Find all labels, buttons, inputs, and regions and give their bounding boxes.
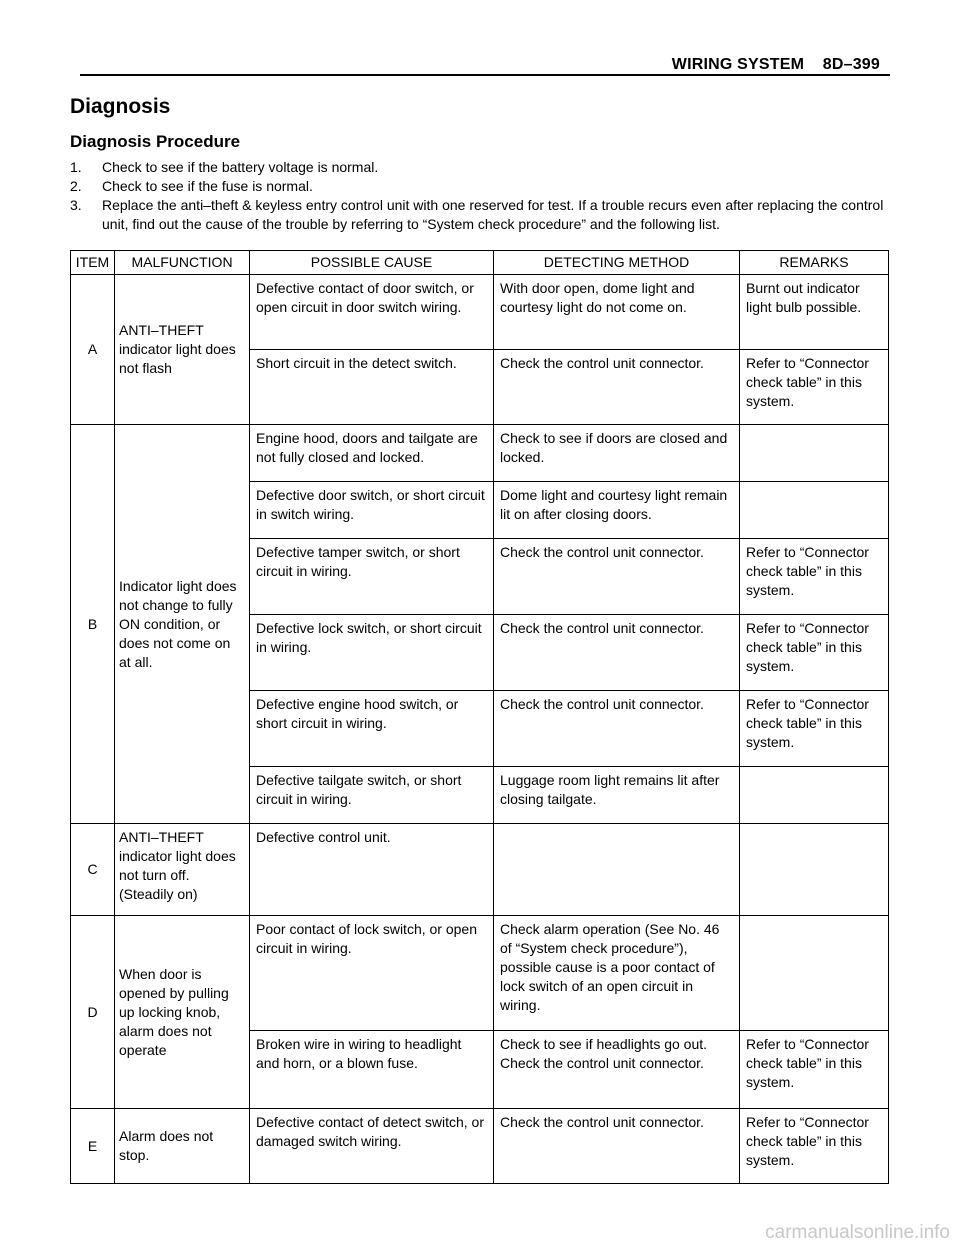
malfunction-cell: Indicator light does not change to fully ON condition, or does not come on at all.: [115, 425, 250, 824]
procedure-step: [70, 196, 890, 234]
remarks-cell: Refer to “Connector check table” in this system.: [740, 350, 889, 425]
malfunction-cell: ANTI–THEFT indicator light does not flash: [115, 275, 250, 425]
header-item: ITEM: [71, 251, 115, 275]
method-cell: Check the control unit connector.: [494, 539, 740, 615]
cause-cell: Engine hood, doors and tailgate are not fully closed and locked.: [250, 425, 494, 482]
remarks-cell: [740, 824, 889, 916]
diagnosis-table: [70, 250, 889, 1184]
cause-cell: Defective contact of detect switch, or damaged switch wiring.: [250, 1109, 494, 1184]
table-header-row: [71, 251, 889, 275]
cause-cell: Broken wire in wiring to headlight and horn, or a blown fuse.: [250, 1031, 494, 1109]
step-number: 3.: [70, 197, 82, 213]
method-cell: Dome light and courtesy light remain lit on after closing doors.: [494, 482, 740, 539]
step-number: 2.: [70, 178, 82, 194]
method-cell: Check the control unit connector.: [494, 615, 740, 691]
header-remarks: REMARKS: [740, 251, 889, 275]
cause-cell: Defective door switch, or short circuit in switch wiring.: [250, 482, 494, 539]
step-text: Check to see if the battery voltage is normal.: [102, 159, 379, 175]
method-cell: Check the control unit connector.: [494, 1109, 740, 1184]
remarks-cell: Refer to “Connector check table” in this system.: [740, 615, 889, 691]
remarks-cell: [740, 425, 889, 482]
item-cell: D: [71, 916, 115, 1109]
subsection-title: Diagnosis Procedure: [70, 132, 241, 151]
step-text: Check to see if the fuse is normal.: [102, 178, 313, 194]
method-cell: Check the control unit connector.: [494, 350, 740, 425]
cause-cell: Defective tamper switch, or short circuit in wiring.: [250, 539, 494, 615]
table-row: [71, 425, 889, 482]
table-row: [71, 275, 889, 350]
item-cell: A: [71, 275, 115, 425]
remarks-cell: [740, 767, 889, 824]
procedure-step: [70, 158, 890, 177]
malfunction-cell: ANTI–THEFT indicator light does not turn off. (Steadily on): [115, 824, 250, 916]
remarks-cell: Burnt out indicator light bulb possible.: [740, 275, 889, 350]
table-row: [71, 916, 889, 1031]
header-detecting-method: DETECTING METHOD: [494, 251, 740, 275]
header-rule: [80, 74, 890, 76]
procedure-step: [70, 177, 890, 196]
method-cell: Check alarm operation (See No. 46 of “System check procedure”), possible cause is a poor contact of lock switch of an open circuit in wiring.: [494, 916, 740, 1031]
header-malfunction: MALFUNCTION: [115, 251, 250, 275]
remarks-cell: [740, 916, 889, 1031]
item-cell: B: [71, 425, 115, 824]
malfunction-cell: When door is opened by pulling up locking knob, alarm does not operate: [115, 916, 250, 1109]
malfunction-cell: Alarm does not stop.: [115, 1109, 250, 1184]
remarks-cell: [740, 482, 889, 539]
cause-cell: Poor contact of lock switch, or open circuit in wiring.: [250, 916, 494, 1031]
remarks-cell: Refer to “Connector check table” in this system.: [740, 1109, 889, 1184]
table-row: [71, 824, 889, 916]
remarks-cell: Refer to “Connector check table” in this system.: [740, 1031, 889, 1109]
header-possible-cause: POSSIBLE CAUSE: [250, 251, 494, 275]
cause-cell: Defective control unit.: [250, 824, 494, 916]
cause-cell: Defective contact of door switch, or open circuit in door switch wiring.: [250, 275, 494, 350]
page-header-title: WIRING SYSTEM 8D–399: [671, 56, 880, 73]
method-cell: Check to see if headlights go out. Check the control unit connector.: [494, 1031, 740, 1109]
method-cell: Luggage room light remains lit after closing tailgate.: [494, 767, 740, 824]
step-text: Replace the anti–theft & keyless entry control unit with one reserved for test. If a trouble recurs even after replacing the control unit, find out the cause of the trouble by referring to “System check procedure” and the following list.: [102, 197, 884, 232]
step-number: 1.: [70, 159, 82, 175]
method-cell: Check the control unit connector.: [494, 691, 740, 767]
item-cell: E: [71, 1109, 115, 1184]
table-row: [71, 1109, 889, 1184]
cause-cell: Defective engine hood switch, or short circuit in wiring.: [250, 691, 494, 767]
watermark: carmanualsonline.info: [765, 1222, 950, 1243]
cause-cell: Defective lock switch, or short circuit in wiring.: [250, 615, 494, 691]
remarks-cell: Refer to “Connector check table” in this system.: [740, 691, 889, 767]
method-cell: With door open, dome light and courtesy light do not come on.: [494, 275, 740, 350]
item-cell: C: [71, 824, 115, 916]
method-cell: [494, 824, 740, 916]
cause-cell: Defective tailgate switch, or short circuit in wiring.: [250, 767, 494, 824]
cause-cell: Short circuit in the detect switch.: [250, 350, 494, 425]
method-cell: Check to see if doors are closed and locked.: [494, 425, 740, 482]
section-title: Diagnosis: [70, 95, 171, 118]
procedure-steps: [70, 158, 890, 234]
remarks-cell: Refer to “Connector check table” in this system.: [740, 539, 889, 615]
